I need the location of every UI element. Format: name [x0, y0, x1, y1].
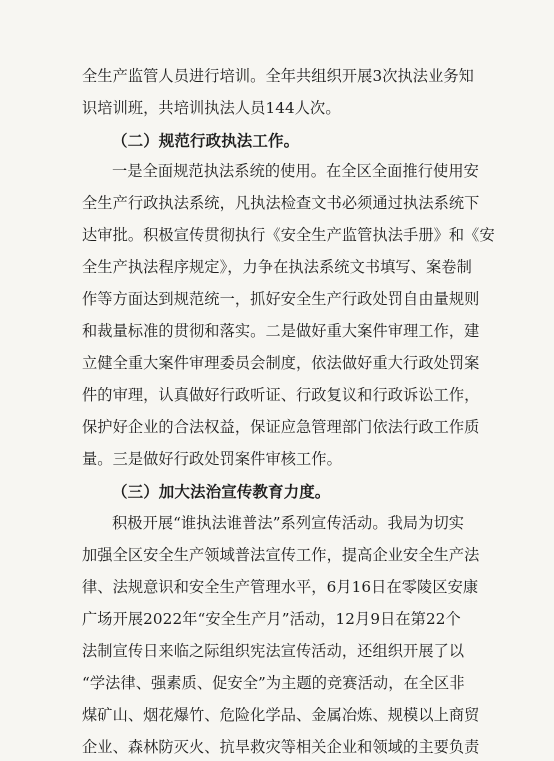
paragraph-line: 全生产监管人员进行培训。全年共组织开展3次执法业务知: [82, 67, 474, 85]
paragraph-line: 广场开展2022年“安全生产月”活动，12月9日在第22个: [82, 610, 461, 628]
paragraph-line: 企业、森林防灭火、抗旱救灾等相关企业和领域的主要负责: [82, 738, 480, 756]
paragraph-line: 和裁量标准的贯彻和落实。二是做好重大案件审理工作，建: [82, 322, 480, 340]
paragraph-line: 法制宣传日来临之际组织宪法宣传活动，还组织开展了以: [82, 642, 465, 660]
section-heading: （三）加大法治宣传教育力度。: [112, 482, 331, 501]
paragraph-line: 识培训班，共培训执法人员144人次。: [82, 99, 341, 117]
paragraph-line: 加强全区安全生产领域普法宣传工作，提高企业安全生产法: [82, 546, 480, 564]
paragraph-line: 量。三是做好行政处罚案件审核工作。: [82, 450, 342, 468]
paragraph-line: 立健全重大案件审理委员会制度，依法做好重大行政处罚案: [82, 354, 480, 372]
paragraph-line: 一是全面规范执法系统的使用。在全区全面推行使用安: [112, 162, 479, 180]
paragraph-line: 煤矿山、烟花爆竹、危险化学品、金属冶炼、规模以上商贸: [82, 706, 480, 724]
paragraph-line: “学法律、强素质、促安全”为主题的竞赛活动，在全区非: [82, 674, 465, 692]
paragraph-line: 作等方面达到规范统一，抓好安全生产行政处罚自由量规则: [82, 290, 480, 308]
section-heading: （二）规范行政执法工作。: [112, 131, 300, 150]
paragraph-line: 保护好企业的合法权益，保证应急管理部门依法行政工作质: [82, 418, 480, 436]
paragraph-line: 达审批。积极宣传贯彻执行《安全生产监管执法手册》和《安: [82, 226, 495, 244]
paragraph-line: 积极开展“谁执法谁普法”系列宣传活动。我局为切实: [112, 514, 465, 532]
paragraph-line: 全生产执法程序规定》，力争在执法系统文书填写、案卷制: [82, 258, 472, 276]
paragraph-line: 全生产行政执法系统，凡执法检查文书必须通过执法系统下: [82, 194, 480, 212]
paragraph-line: 律、法规意识和安全生产管理水平，6月16日在零陵区安康: [82, 578, 479, 596]
paragraph-line: 件的审理，认真做好行政听证、行政复议和行政诉讼工作，: [82, 386, 480, 404]
